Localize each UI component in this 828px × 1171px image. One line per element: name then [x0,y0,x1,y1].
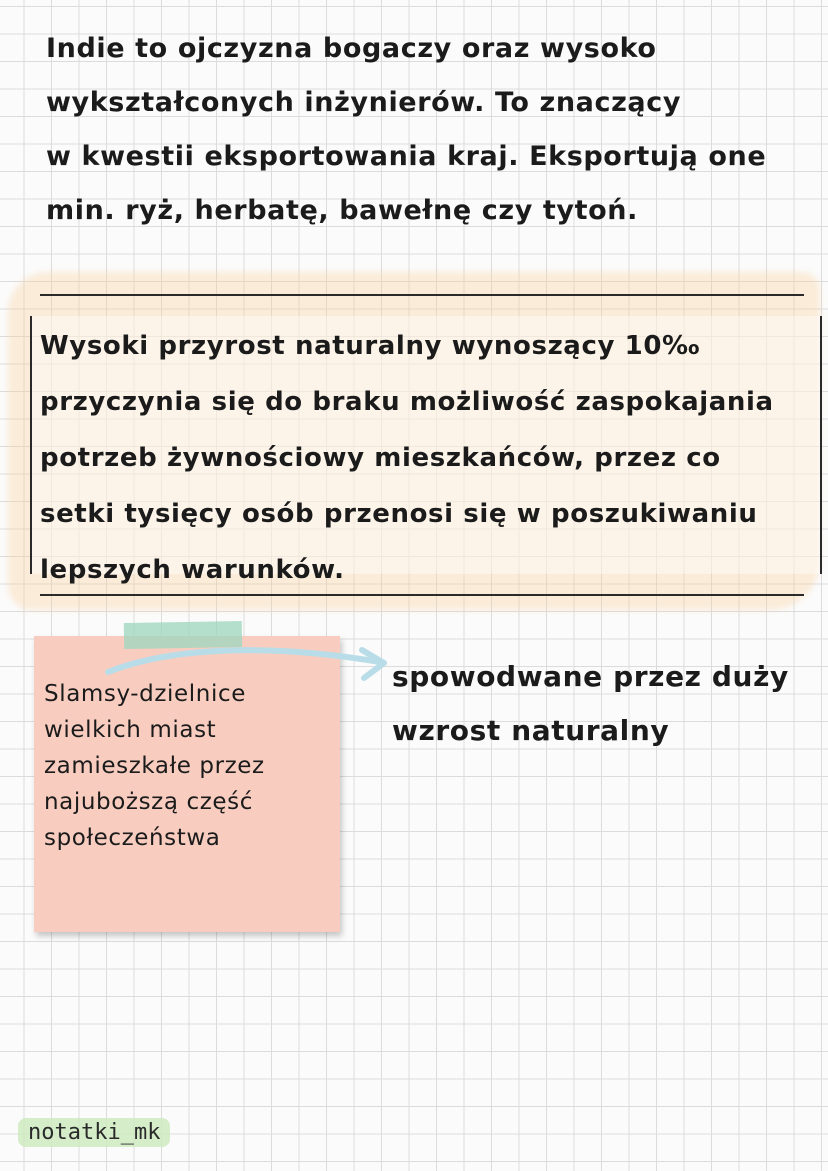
note-line: Slamsy-dzielnice [44,681,246,707]
fact-line: setki tysięcy osób przenosi się w poszukiwaniu [40,499,758,529]
note-line: społeczeństwa [44,825,221,851]
cause-line: wzrost naturalny [392,714,670,747]
intro-line: Indie to ojczyzna bogaczy oraz wysoko [46,33,657,64]
top-divider [40,294,804,296]
sticky-note-text [44,676,334,856]
intro-line: min. ryż, herbatę, bawełnę czy tytoń. [46,195,638,226]
note-line: zamieszkałe przez [44,753,265,779]
intro-line: w kwestii eksportowania kraj. Eksportują one [46,141,767,172]
cause-line: spowodwane przez duży [392,660,789,693]
fact-paragraph [40,318,818,598]
fact-line: Wysoki przyrost naturalny wynoszący 10‰ [40,331,701,361]
intro-line: wykształconych inżynierów. To znaczący [46,87,682,118]
fact-line: potrzeb żywnościowy mieszkańców, przez co [40,443,721,473]
cause-text [392,650,812,758]
author-signature: notatki_mk [18,1118,170,1147]
fact-line: przyczynia się do braku możliwość zaspokajania [40,387,774,417]
fact-line: lepszych warunków. [40,555,345,585]
intro-paragraph [46,22,786,238]
note-line: wielkich miast [44,717,217,743]
note-line: najuboższą część [44,789,253,815]
